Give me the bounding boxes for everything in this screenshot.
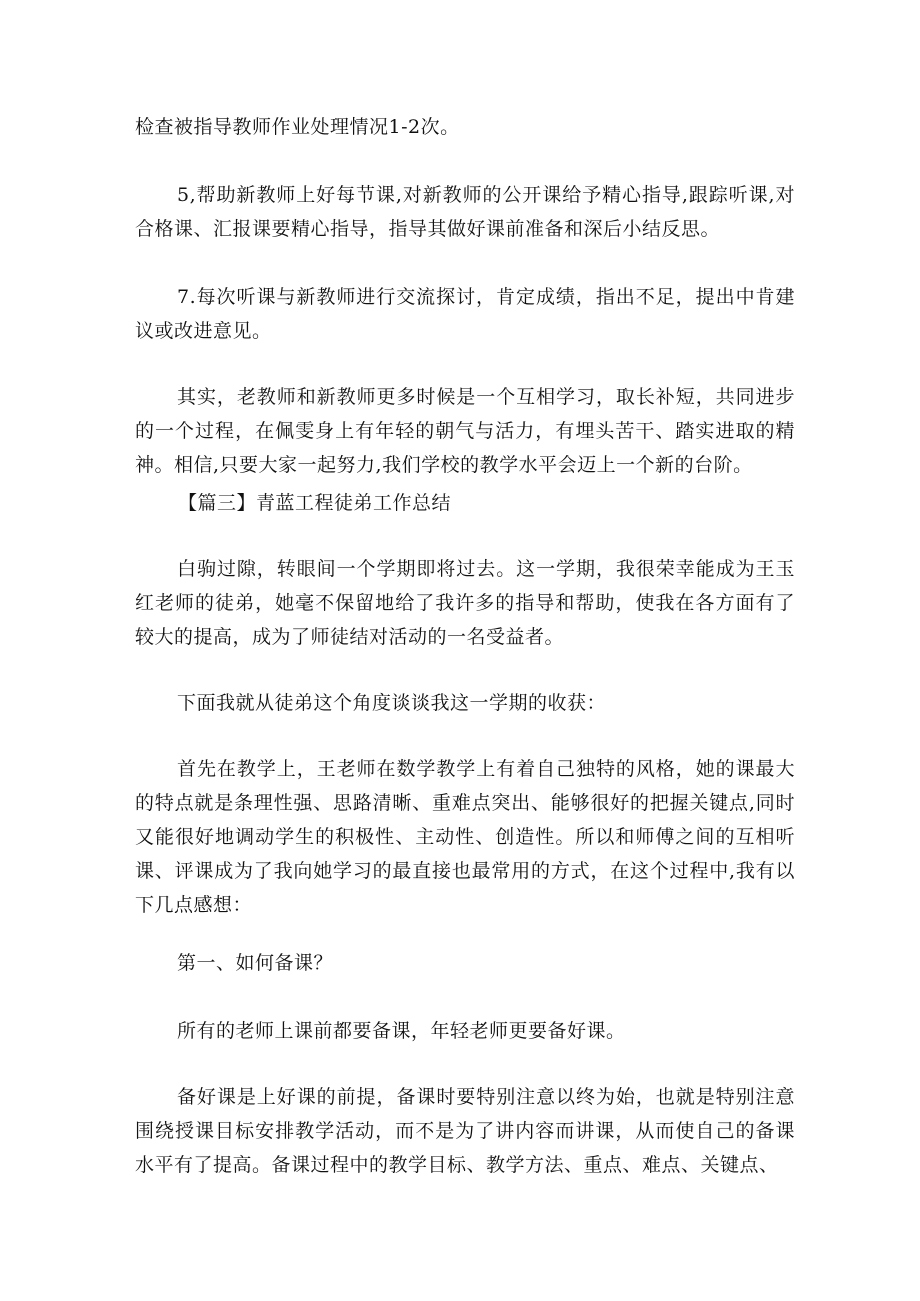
paragraph-lesson-prep-title: 第一、如何备课？ [177, 952, 334, 974]
paragraph-item-5: 5,帮助新教师上好每节课,对新教师的公开课给予精心指导,跟踪听课,对合格课、汇报课要精心指导，指导其做好课前准备和深后小结反思。 [135, 184, 795, 240]
paragraph-harvest: 下面我就从徒弟这个角度谈谈我这一学期的收获： [177, 692, 607, 714]
paragraph-item-7: 7.每次听课与新教师进行交流探讨，肯定成绩，指出不足，提出中肯建议或改进意见。 [135, 286, 795, 342]
paragraph-all-teachers: 所有的老师上课前都要备课，年轻老师更要备好课。 [177, 1020, 626, 1042]
paragraph-teaching: 首先在教学上，王老师在数学教学上有着自己独特的风格，她的课最大的特点就是条理性强、思路清晰、重难点突出、能够很好的把握关键点,同时又能很好地调动学生的积极性、主动性、创造性。所以和师傅之间的互相听课、评课成为了我向她学习的最直接也最常用的方式，在这个过程中,我有以下几点感想： [135, 758, 795, 916]
paragraph-intro: 白驹过隙，转眼间一个学期即将过去。这一学期，我很荣幸能成为王玉红老师的徒弟，她毫不保留地给了我许多的指导和帮助，使我在各方面有了较大的提高，成为了师徒结对活动的一名受益者。 [135, 558, 795, 648]
paragraph-conclusion: 其实，老教师和新教师更多时候是一个互相学习，取长补短，共同进步的一个过程，在佩雯身上有年轻的朝气与活力，有埋头苦干、踏实进取的精神。相信,只要大家一起努力,我们学校的教学水平会迈上一个新的台阶。 [135, 386, 795, 476]
paragraph-prep-premise: 备好课是上好课的前提，备课时要特别注意以终为始，也就是特别注意围绕授课目标安排教学活动，而不是为了讲内容而讲课，从而使自己的备课水平有了提高。备课过程中的教学目标、教学方法、重点、难点、关键点、 [135, 1086, 795, 1176]
section-heading: 【篇三】青蓝工程徒弟工作总结 [178, 492, 452, 514]
paragraph-checking-homework: 检查被指导教师作业处理情况1-2次。 [135, 116, 460, 138]
